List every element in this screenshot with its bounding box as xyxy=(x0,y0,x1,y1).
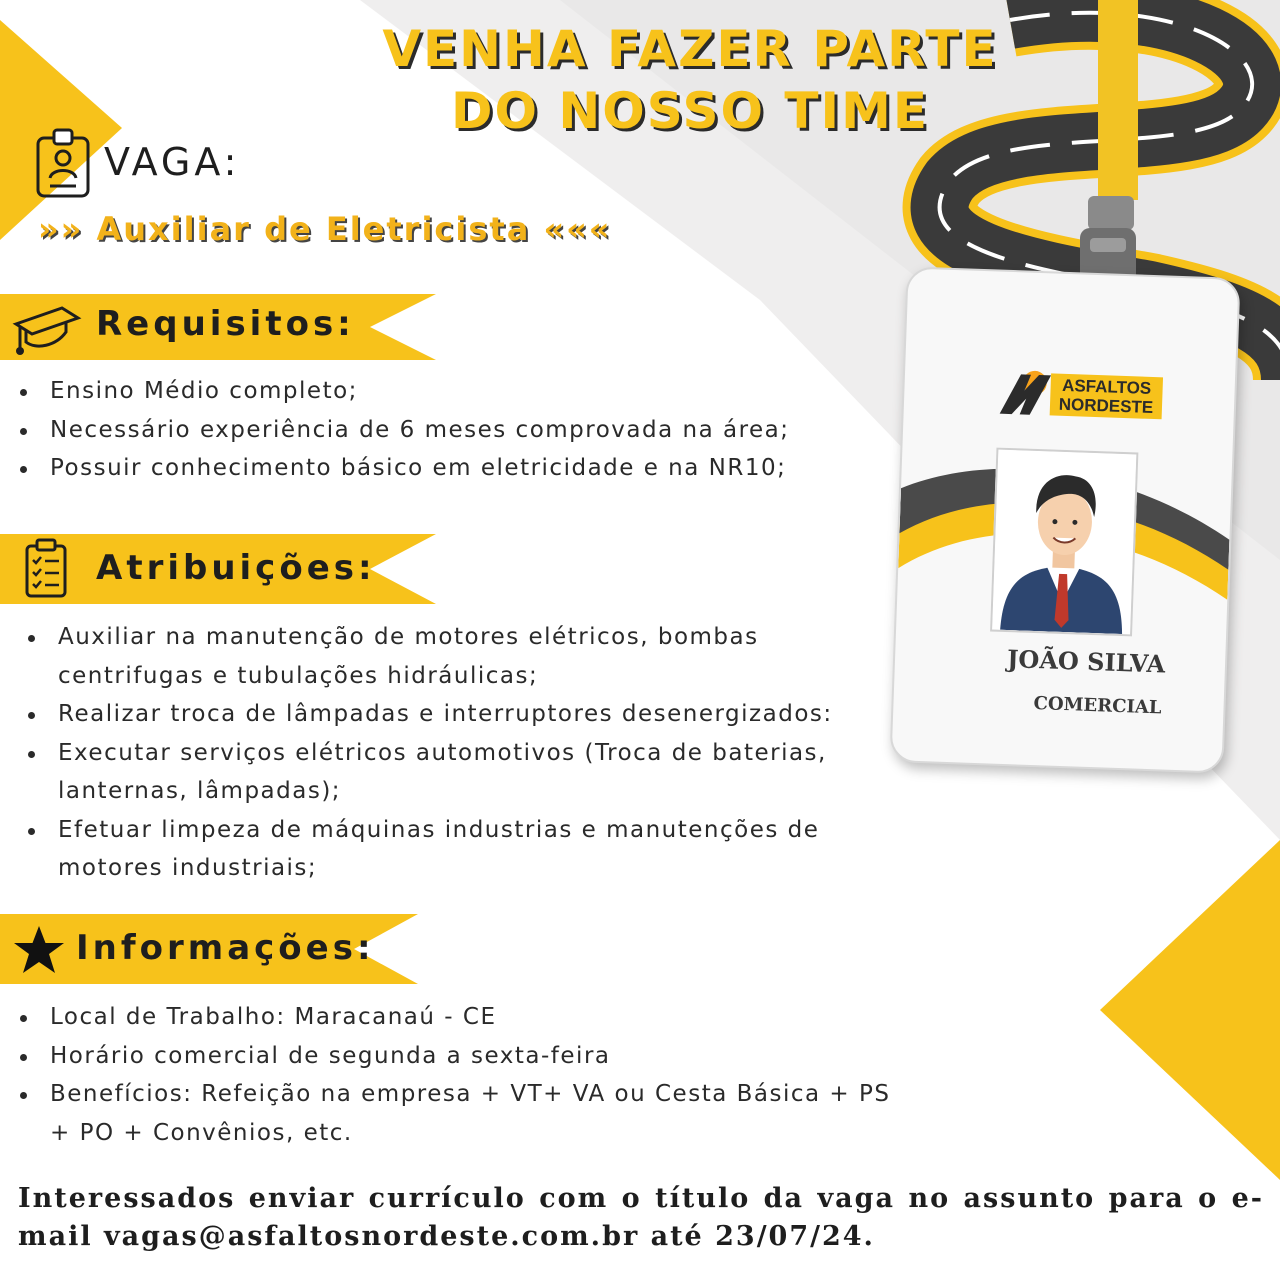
list-item: Possuir conhecimento básico em eletricidade e na NR10; xyxy=(10,449,870,488)
headline xyxy=(330,18,1050,142)
headline-line2: DO NOSSO TIME xyxy=(450,82,930,140)
star-icon xyxy=(12,924,66,976)
list-item: Executar serviços elétricos automotivos (Troca de baterias, lanternas, lâmpadas); xyxy=(18,734,848,811)
atribuicoes-list xyxy=(18,618,848,888)
list-item: Realizar troca de lâmpadas e interruptores desenergizados: xyxy=(18,695,848,734)
logo-line1: ASFALTOS xyxy=(1061,375,1152,398)
arrows-left: »» xyxy=(38,210,84,248)
requisitos-list xyxy=(10,372,870,488)
list-item: Benefícios: Refeição na empresa + VT+ VA ou Cesta Básica + PS + PO + Convênios, etc. xyxy=(10,1075,910,1152)
badge-role: COMERCIAL xyxy=(1033,693,1162,719)
badge-name: JOÃO SILVA xyxy=(1006,644,1166,679)
informacoes-heading: Informações: xyxy=(76,928,375,968)
list-item: Auxiliar na manutenção de motores elétricos, bombas centrifugas e tubulações hidráulicas; xyxy=(18,618,848,695)
atribuicoes-heading: Atribuições: xyxy=(96,548,376,588)
clipboard-checklist-icon xyxy=(24,538,68,598)
informacoes-list xyxy=(10,998,910,1152)
list-item: Ensino Médio completo; xyxy=(10,372,870,411)
id-badge xyxy=(889,266,1240,773)
id-badge-icon xyxy=(34,128,92,200)
arrows-right: ««« xyxy=(543,210,612,248)
section-requisitos-header xyxy=(0,294,440,360)
person-illustration xyxy=(992,450,1136,635)
section-informacoes-header xyxy=(0,914,420,980)
job-title xyxy=(38,210,611,248)
list-item: Efetuar limpeza de máquinas industrias e manutenções de motores industriais; xyxy=(18,811,848,888)
avatar xyxy=(990,448,1138,637)
section-atribuicoes-header xyxy=(0,534,440,600)
vaga-label: VAGA: xyxy=(104,140,241,184)
graduation-cap-icon xyxy=(12,302,82,358)
job-title-text: Auxiliar de Eletricista xyxy=(96,210,531,248)
list-item: Necessário experiência de 6 meses comprovada na área; xyxy=(10,411,870,450)
headline-line1: VENHA FAZER PARTE xyxy=(382,20,998,78)
footer-instructions: Interessados enviar currículo com o título da vaga no assunto para o e-mail vagas@asfaltosnordeste.com.br até 23/07/24. xyxy=(18,1183,1264,1252)
list-item: Horário comercial de segunda a sexta-feira xyxy=(10,1037,910,1076)
list-item: Local de Trabalho: Maracanaú - CE xyxy=(10,998,910,1037)
logo-text xyxy=(1050,373,1163,419)
logo-line2: NORDESTE xyxy=(1058,394,1154,418)
company-logo xyxy=(998,368,1210,425)
requisitos-heading: Requisitos: xyxy=(96,304,355,344)
